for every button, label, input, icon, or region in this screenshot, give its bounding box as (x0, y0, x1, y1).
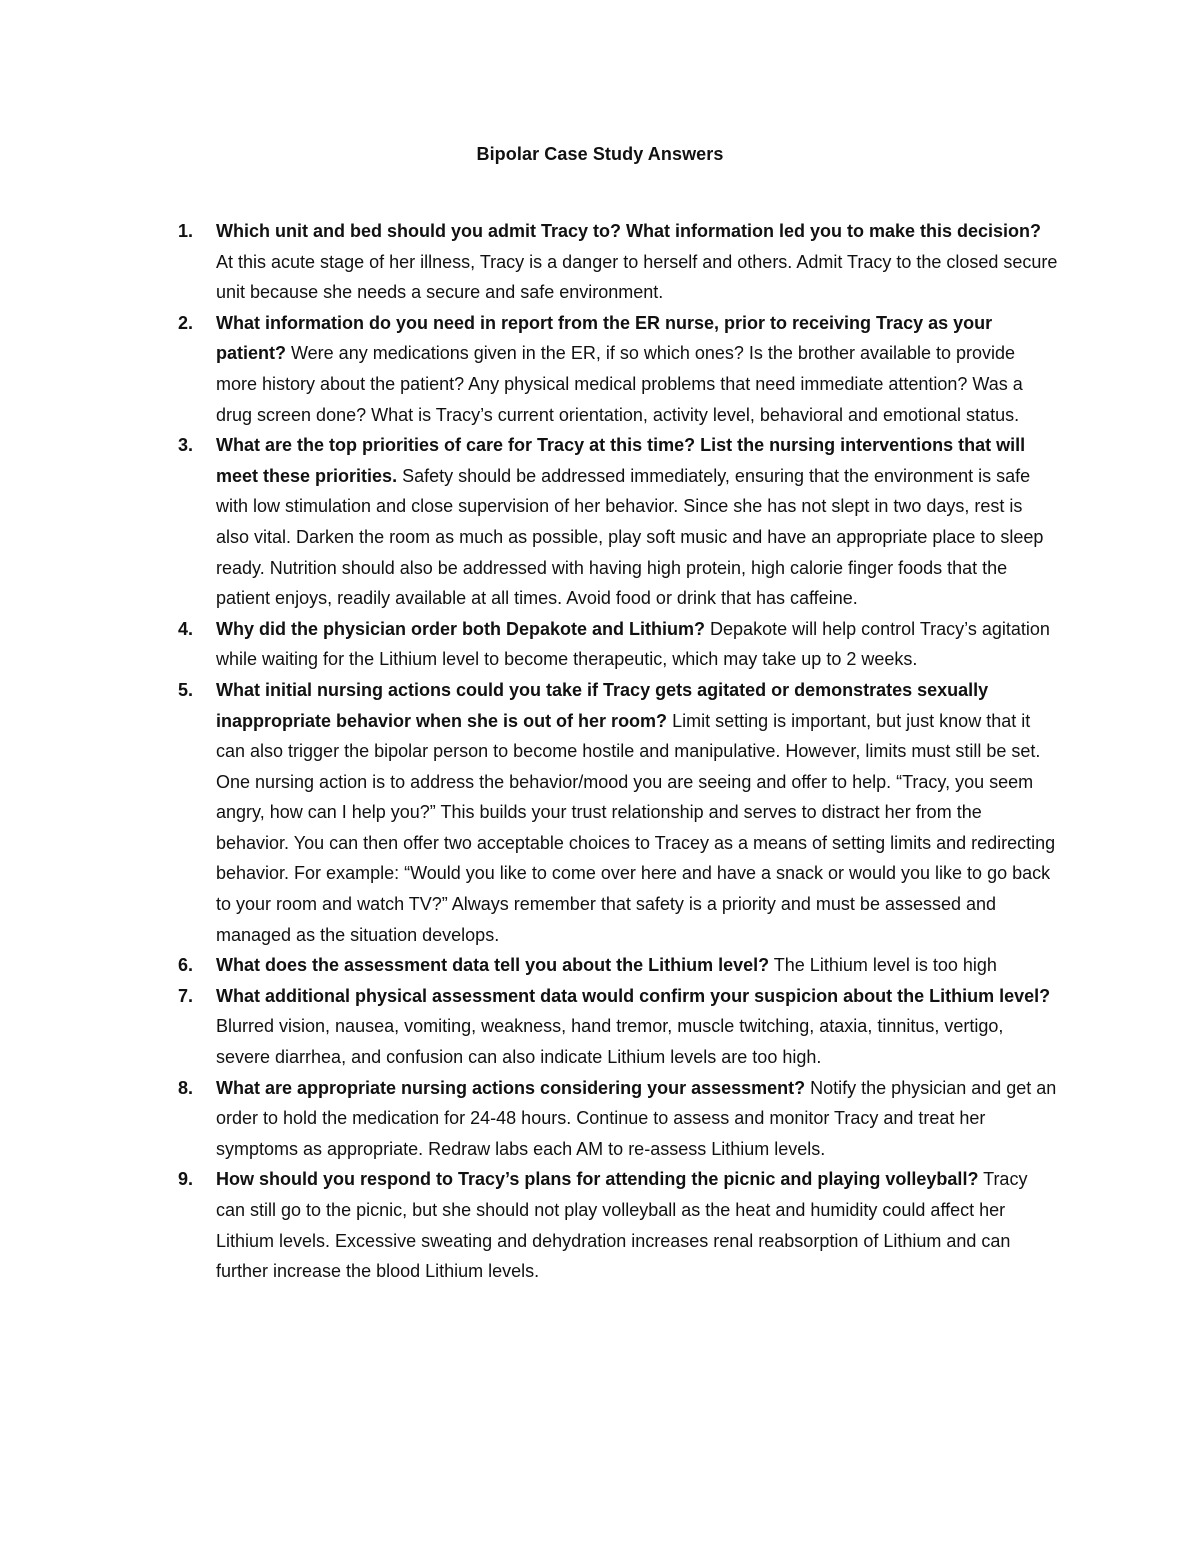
question-text: What information do you need in report from the ER nurse, prior to receiving Tracy as your patient? (216, 312, 993, 364)
answer-text: Limit setting is important, but just know that it can also trigger the bipolar person to become hostile and manipulative. However, limits must still be set. One nursing action is to address the behavior/mood you are seeing and offer to help. “Tracy, you seem angry, how can I help you?” This builds your trust relationship and serves to distract her from the behavior. You can then offer two acceptable choices to Tracey as a means of setting limits and redirecting behavior. For example: “Would you like to come over here and have a snack or would you like to go back to your room and watch TV?” Always remember that safety is a priority and must be assessed and managed as the situation develops. (216, 710, 1056, 945)
question-text: What does the assessment data tell you about the Lithium level? (216, 955, 770, 976)
list-item (178, 216, 1058, 308)
item-number: 4. (178, 618, 194, 639)
answer-text: Were any medications given in the ER, if so which ones? Is the brother available to provide more history about the patient? Any physical medical problems that need immediate attention? Was a drug screen done? What is Tracy’s current orientation, activity level, behavioral and emotional status. (216, 343, 1023, 425)
list-item (178, 950, 1058, 981)
question-text: What additional physical assessment data would confirm your suspicion about the Lithium level? (216, 985, 1051, 1006)
list-item (178, 1164, 1058, 1286)
question-text: Which unit and bed should you admit Tracy to? What information led you to make this decision? (216, 221, 1042, 241)
list-item (178, 614, 1058, 675)
list-item (178, 981, 1058, 1073)
item-number: 2. (178, 312, 194, 333)
item-number: 1. (178, 221, 194, 241)
answer-text: Notify the physician and get an order to hold the medication for 24-48 hours. Continue to assess and monitor Tracy and treat her symptoms as appropriate. Redraw labs each AM to re-assess Lithium levels. (216, 1077, 1057, 1159)
question-answer-list (178, 216, 1058, 1287)
document-title: Bipolar Case Study Answers (476, 144, 724, 164)
question-text: Why did the physician order both Depakote and Lithium? (216, 618, 706, 639)
answer-text: Safety should be addressed immediately, ensuring that the environment is safe with low stimulation and close supervision of her behavior. Since she has not slept in two days, rest is also vital. Darken the room as much as possible, play soft music and have an appropriate place to sleep ready. Nutrition should also be addressed with having high protein, high calorie finger foods that the patient enjoys, readily available at all times. Avoid food or drink that has caffeine. (216, 465, 1044, 609)
item-number: 3. (178, 435, 194, 456)
item-number: 6. (178, 955, 194, 976)
list-item (178, 430, 1058, 614)
answer-text: Tracy can still go to the picnic, but she should not play volleyball as the heat and humidity could affect her Lithium levels. Excessive sweating and dehydration increases renal reabsorption of Lithium and can further increase the blood Lithium levels. (216, 1169, 1028, 1282)
list-item (178, 1073, 1058, 1165)
item-number: 7. (178, 985, 194, 1006)
answer-text: Blurred vision, nausea, vomiting, weakness, hand tremor, muscle twitching, ataxia, tinnitus, vertigo, severe diarrhea, and confusion can also indicate Lithium levels are too high. (216, 1016, 1004, 1068)
item-number: 9. (178, 1169, 194, 1190)
answer-text: Depakote will help control Tracy’s agitation while waiting for the Lithium level to become therapeutic, which may take up to 2 weeks. (216, 618, 1050, 670)
item-number: 8. (178, 1077, 194, 1098)
list-item (178, 675, 1058, 950)
question-text: How should you respond to Tracy’s plans for attending the picnic and playing volleyball? (216, 1169, 979, 1190)
question-text: What initial nursing actions could you take if Tracy gets agitated or demonstrates sexually inappropriate behavior when she is out of her room? (216, 679, 989, 731)
answer-text: The Lithium level is too high (769, 955, 997, 976)
list-item (178, 308, 1058, 430)
item-number: 5. (178, 679, 194, 700)
question-text: What are appropriate nursing actions considering your assessment? (216, 1077, 806, 1098)
answer-text: At this acute stage of her illness, Tracy is a danger to herself and others. Admit Tracy to the closed secure unit because she needs a secure and safe environment. (216, 251, 1058, 303)
question-text: What are the top priorities of care for Tracy at this time? List the nursing interventions that will meet these priorities. (216, 435, 1026, 486)
